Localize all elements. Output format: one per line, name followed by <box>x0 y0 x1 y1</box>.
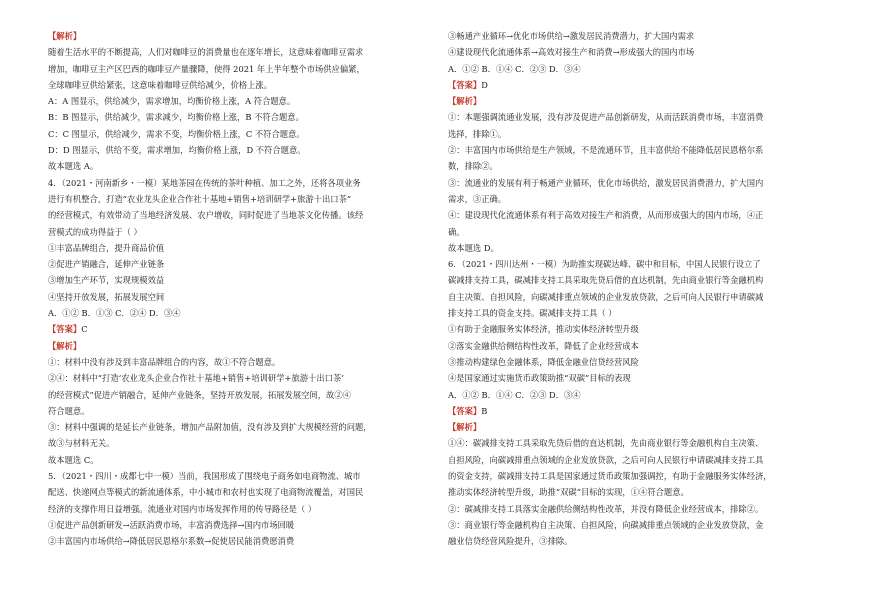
text-line: 的经营模式”促进产销融合，延伸产业链条，坚持开放发展，拓展发展空间，故②④ <box>48 389 351 400</box>
q6-stem <box>448 256 826 321</box>
text-line: ④坚持开放发展，拓展发展空间 <box>48 291 165 302</box>
text-line: ①：材料中没有涉及到丰富品牌组合的内容，故①不符合题意。 <box>48 356 281 367</box>
q4-explanation <box>48 354 424 468</box>
text-line: ④建设现代化流通体系→高效对接生产和消费→形成强大的国内市场 <box>448 47 695 58</box>
text-line: ③推动构建绿色金融体系，降低金融业信贷经营风险 <box>448 356 639 367</box>
q6-explanation <box>448 435 826 549</box>
q5-options-continued <box>448 28 826 61</box>
text-line: 配送、快递网点等模式的新流通体系，中小城市和农村也实现了电商物流覆盖，对国民 <box>48 487 364 498</box>
q5-stem <box>48 468 424 549</box>
q3-explanation <box>48 44 424 174</box>
text-line: 6．（2021・四川达州・一模）为助推实现碳达峰、碳中和目标，中国人民银行设立了 <box>448 259 761 270</box>
text-line: 全球咖啡豆供给紧张，这意味着咖啡豆供给减少，价格上涨。 <box>48 79 273 90</box>
text-line: ④：建设现代化流通体系有利于高效对接生产和消费，从而形成强大的国内市场，④正 <box>448 210 764 221</box>
text-line: 4．（2021・河南新乡・一模）某地茶园在传统的茶叶种植、加工之外，还将各项业务 <box>48 177 361 188</box>
text-line: ②促进产销融合，延伸产业链条 <box>48 259 165 270</box>
text-line: 推动实体经济转型升级，助推“双碳”目标的实现，①④符合题意。 <box>448 487 689 498</box>
text-line: 的资金支持，碳减排支持工具是国家通过货币政策加强调控，有助于金融服务实体经济， <box>448 471 772 482</box>
text-line: ②④：材料中“打造‘农业龙头企业合作社十基地+销售+培训研学+旅游十出口茶’ <box>48 373 344 384</box>
text-line: 融业信贷经营风险提升，③排除。 <box>448 536 573 547</box>
q4-choices: A．①② B．①③ C．②④ D．③④ <box>48 308 181 319</box>
q6-options <box>448 321 826 386</box>
analysis-heading: 【解析】 <box>448 96 482 107</box>
analysis-heading: 【解析】 <box>448 422 482 433</box>
text-line: D：D 图显示，供给不变，需求增加，均衡价格上涨，D 不符合题意。 <box>48 145 306 156</box>
text-line: 数，排除②。 <box>448 161 498 172</box>
text-line: 故③与材料无关。 <box>48 438 115 449</box>
q4-answer-line <box>48 321 424 337</box>
text-line: 的经营模式，有效带动了当地经济发展、农户增收，同时促进了当地茶文化传播。该经 <box>48 210 364 221</box>
text-line: 营模式的成功得益于（ ） <box>48 226 142 237</box>
q4-options <box>48 240 424 305</box>
text-line: C：C 图显示，供给减少，需求不变，均衡价格上涨，C 不符合题意。 <box>48 128 305 139</box>
q6-answer-line <box>448 403 826 419</box>
left-column <box>48 28 424 550</box>
text-line: 选择，排除①。 <box>448 128 507 139</box>
q5-choices: A．①② B．①④ C．②③ D．③④ <box>448 63 581 74</box>
analysis-heading: 【解析】 <box>48 31 82 41</box>
text-line: 故本题选 D。 <box>448 242 499 253</box>
q6-answer-value: B <box>481 405 488 416</box>
text-line: 5．（2021・四川・成都七中一模）当前，我国形成了围绕电子商务如电商物流、城市 <box>48 471 361 482</box>
text-line: 碳减排支持工具，碳减排支持工具采取先贷后借的直达机制，先由商业银行等金融机构 <box>448 275 764 286</box>
text-line: ②丰富国内市场供给→降低居民恩格尔系数→促使居民能消费愿消费 <box>48 536 295 547</box>
answer-heading: 【答案】 <box>448 79 482 90</box>
text-line: 自主决策、自担风险，向碳减排重点领域的企业发放贷款，之后可向人民银行申请碳减 <box>448 291 764 302</box>
text-line: ②：丰富国内市场供给是生产领域，不是流通环节，且丰富供给不能降低居民恩格尔系 <box>448 145 764 156</box>
text-line: ③：材料中强调的是延长产业链条，增加产品附加值，没有涉及到扩大规模经营的问题， <box>48 422 372 433</box>
text-line: ①④：碳减排支持工具采取先贷后借的直达机制，先由商业银行等金融机构自主决策、 <box>448 438 764 449</box>
text-line: 随着生活水平的不断提高，人们对咖啡豆的消费量也在逐年增长，这意味着咖啡豆需求 <box>48 47 364 58</box>
text-line: ③畅通产业循环→优化市场供给→激发居民消费潜力，扩大国内需求 <box>448 31 695 41</box>
text-line: 经济的支撑作用日益增强。流通业对国内市场发挥作用的传导路径是（ ） <box>48 503 317 514</box>
text-line: B：B 图显示，供给减少，需求减少，均衡价格上涨，B 不符合题意。 <box>48 112 304 123</box>
text-line: A：A 图显示，供给减少，需求增加，均衡价格上涨，A 符合题意。 <box>48 96 296 107</box>
answer-heading: 【答案】 <box>48 324 82 335</box>
text-line: 确。 <box>448 226 465 237</box>
text-line: 进行有机整合，打造“农业龙头企业合作社十基地+销售+培训研学+旅游十出口茶” <box>48 193 352 204</box>
q5-answer-value: D <box>481 79 488 90</box>
text-line: ②：碳减排支持工具落实金融供给侧结构性改革，并没有降低企业经营成本，排除②。 <box>448 503 764 514</box>
text-line: 排支持工具的资金支持。碳减排支持工具（ ） <box>448 308 617 319</box>
text-line: 增加，咖啡豆主产区巴西的咖啡豆产量骤降，使得 2021 年上半年整个市场供应偏紧， <box>48 63 365 74</box>
text-line: ③增加生产环节，实现规模效益 <box>48 275 165 286</box>
text-line: ③：商业银行等金融机构自主决策、自担风险，向碳减排重点领域的企业发放贷款，金 <box>448 519 764 530</box>
text-line: ①丰富品牌组合，提升商品价值 <box>48 242 165 253</box>
text-line: 需求，③正确。 <box>448 193 507 204</box>
answer-heading: 【答案】 <box>448 405 482 416</box>
q6-choices: A．①② B．①④ C．②③ D．③④ <box>448 389 581 400</box>
text-line: ④是国家通过实施货币政策助推“双碳”目标的表现 <box>448 373 631 384</box>
text-line: ①：本题强调流通业发展，没有涉及促进产品创新研发，从而活跃消费市场，丰富消费 <box>448 112 764 123</box>
text-line: ②落实金融供给侧结构性改革，降低了企业经营成本 <box>448 340 639 351</box>
q5-answer-line <box>448 77 826 93</box>
text-line: 故本题选 A。 <box>48 161 99 172</box>
q4-answer-value: C <box>81 324 88 335</box>
right-column <box>448 28 826 550</box>
text-line: ③：流通业的发展有利于畅通产业循环，优化市场供给，激发居民消费潜力，扩大国内 <box>448 177 764 188</box>
q5-explanation <box>448 109 826 256</box>
text-line: 故本题选 C。 <box>48 454 99 465</box>
text-line: ①有助于金融服务实体经济，推动实体经济转型升级 <box>448 324 639 335</box>
q4-stem <box>48 175 424 240</box>
text-line: 自担风险，向碳减排重点领域的企业发放贷款，之后可向人民银行申请碳减排支持工具 <box>448 454 764 465</box>
text-line: ①促进产品创新研发→活跃消费市场，丰富消费选择→国内市场回暖 <box>48 519 295 530</box>
text-line: 符合题意。 <box>48 405 90 416</box>
analysis-heading: 【解析】 <box>48 340 82 351</box>
